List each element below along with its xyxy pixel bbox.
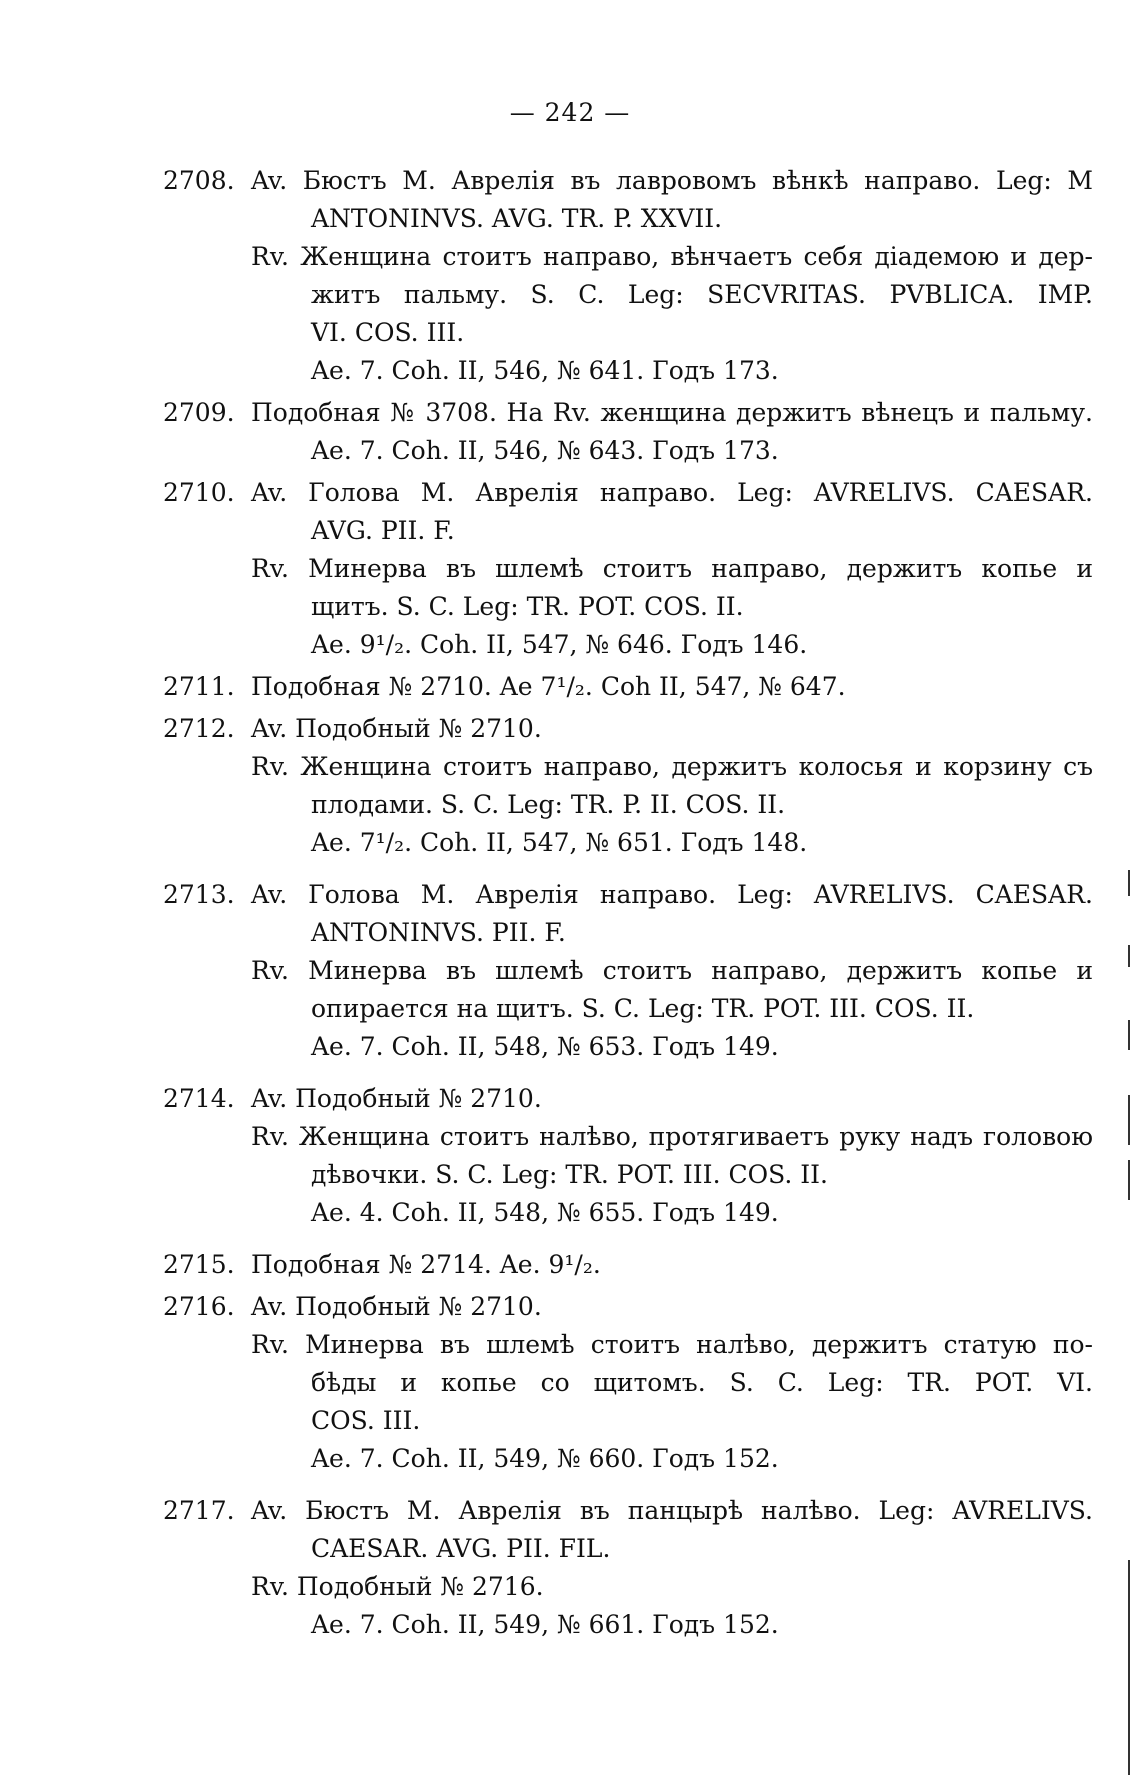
- entry-spacer: [163, 1070, 1093, 1080]
- scan-edge-mark: [1128, 945, 1130, 967]
- entry-line: Подобная № 3708. На Rv. женщина держитъ вѣнецъ и пальму.: [251, 398, 1093, 427]
- entry-line: Подобная № 2710. Ae 7¹/₂. Coh II, 547, № 647.: [251, 672, 846, 701]
- page-number: — 242 —: [509, 98, 631, 127]
- entry-line: ANTONINVS. AVG. TR. P. XXVII.: [311, 204, 723, 233]
- entry-line: щитъ. S. C. Leg: TR. POT. COS. II.: [311, 592, 744, 621]
- entry-line: Av. Голова М. Аврелія направо. Leg: AVRELIVS. CAESAR.: [251, 880, 1093, 909]
- entry-line: Av. Бюстъ М. Аврелія въ панцырѣ налѣво. Leg: AVRELIVS.: [251, 1496, 1093, 1525]
- catalog-entry: [163, 474, 1093, 664]
- entry-line: Ae. 7¹/₂. Coh. II, 547, № 651. Годъ 148.: [311, 828, 808, 857]
- entry-line: житъ пальму. S. C. Leg: SECVRITAS. PVBLICA. IMP.: [311, 280, 1093, 309]
- entry-line: Av. Голова М. Аврелія направо. Leg: AVRELIVS. CAESAR.: [251, 478, 1093, 507]
- entry-line: AVG. PII. F.: [311, 516, 455, 545]
- scan-edge-mark: [1128, 1095, 1130, 1145]
- entry-line: CAESAR. AVG. PII. FIL.: [311, 1534, 611, 1563]
- entry-number: 2717.: [163, 1496, 235, 1525]
- entry-number: 2712.: [163, 714, 235, 743]
- entry-line: Ae. 7. Coh. II, 549, № 660. Годъ 152.: [311, 1444, 779, 1473]
- entry-number: 2711.: [163, 672, 235, 701]
- entry-line: VI. COS. III.: [311, 318, 465, 347]
- entry-line: Ae. 7. Coh. II, 548, № 653. Годъ 149.: [311, 1032, 779, 1061]
- catalog-entry: [163, 876, 1093, 1066]
- catalog-entry: [163, 1288, 1093, 1478]
- entry-line: Rv. Женщина стоитъ направо, держитъ колосья и корзину съ: [251, 752, 1093, 781]
- entry-line: Rv. Минерва въ шлемѣ стоитъ направо, держитъ копье и: [251, 956, 1093, 985]
- entry-number: 2716.: [163, 1292, 235, 1321]
- catalog-entry: [163, 394, 1093, 470]
- entry-line: плодами. S. C. Leg: TR. P. II. COS. II.: [311, 790, 786, 819]
- entry-line: Rv. Женщина стоитъ налѣво, протягиваетъ руку надъ головою: [251, 1122, 1093, 1151]
- scan-edge-mark: [1128, 1560, 1130, 1775]
- catalog-entries: [163, 162, 1093, 1648]
- catalog-entry: [163, 710, 1093, 862]
- scan-edge-mark: [1128, 870, 1130, 896]
- entry-line: Ae. 7. Coh. II, 549, № 661. Годъ 152.: [311, 1610, 779, 1639]
- entry-line: Rv. Подобный № 2716.: [251, 1572, 544, 1601]
- entry-spacer: [163, 1236, 1093, 1246]
- entry-line: Ae. 7. Coh. II, 546, № 643. Годъ 173.: [311, 436, 779, 465]
- catalog-entry: [163, 1080, 1093, 1232]
- entry-line: Rv. Минерва въ шлемѣ стоитъ налѣво, держитъ статую по-: [251, 1330, 1093, 1359]
- entry-number: 2708.: [163, 166, 235, 195]
- catalog-entry: [163, 1492, 1093, 1644]
- scan-edge-mark: [1128, 1020, 1130, 1050]
- entry-number: 2715.: [163, 1250, 235, 1279]
- scan-edge-mark: [1128, 1160, 1130, 1200]
- entry-line: Ae. 7. Coh. II, 546, № 641. Годъ 173.: [311, 356, 779, 385]
- entry-line: Av. Подобный № 2710.: [251, 714, 542, 743]
- entry-line: Rv. Женщина стоитъ направо, вѣнчаетъ себя діадемою и дер-: [251, 242, 1093, 271]
- entry-line: Подобная № 2714. Ae. 9¹/₂.: [251, 1250, 601, 1279]
- entry-line: ANTONINVS. PII. F.: [311, 918, 566, 947]
- entry-number: 2710.: [163, 478, 235, 507]
- entry-spacer: [163, 866, 1093, 876]
- entry-line: Ae. 9¹/₂. Coh. II, 547, № 646. Годъ 146.: [311, 630, 808, 659]
- entry-line: бѣды и копье со щитомъ. S. C. Leg: TR. POT. VI.: [311, 1368, 1093, 1397]
- entry-line: Ae. 4. Coh. II, 548, № 655. Годъ 149.: [311, 1198, 779, 1227]
- entry-number: 2714.: [163, 1084, 235, 1113]
- catalog-entry: [163, 1246, 1093, 1284]
- entry-line: Av. Подобный № 2710.: [251, 1292, 542, 1321]
- entry-spacer: [163, 1482, 1093, 1492]
- entry-line: COS. III.: [311, 1406, 421, 1435]
- entry-number: 2713.: [163, 880, 235, 909]
- entry-line: дѣвочки. S. C. Leg: TR. POT. III. COS. II.: [311, 1160, 828, 1189]
- catalog-entry: [163, 668, 1093, 706]
- catalog-entry: [163, 162, 1093, 390]
- entry-line: опирается на щитъ. S. C. Leg: TR. POT. III. COS. II.: [311, 994, 975, 1023]
- entry-line: Rv. Минерва въ шлемѣ стоитъ направо, держитъ копье и: [251, 554, 1093, 583]
- entry-line: Av. Бюстъ М. Аврелія въ лавровомъ вѣнкѣ направо. Leg: M: [251, 166, 1093, 195]
- entry-number: 2709.: [163, 398, 235, 427]
- entry-line: Av. Подобный № 2710.: [251, 1084, 542, 1113]
